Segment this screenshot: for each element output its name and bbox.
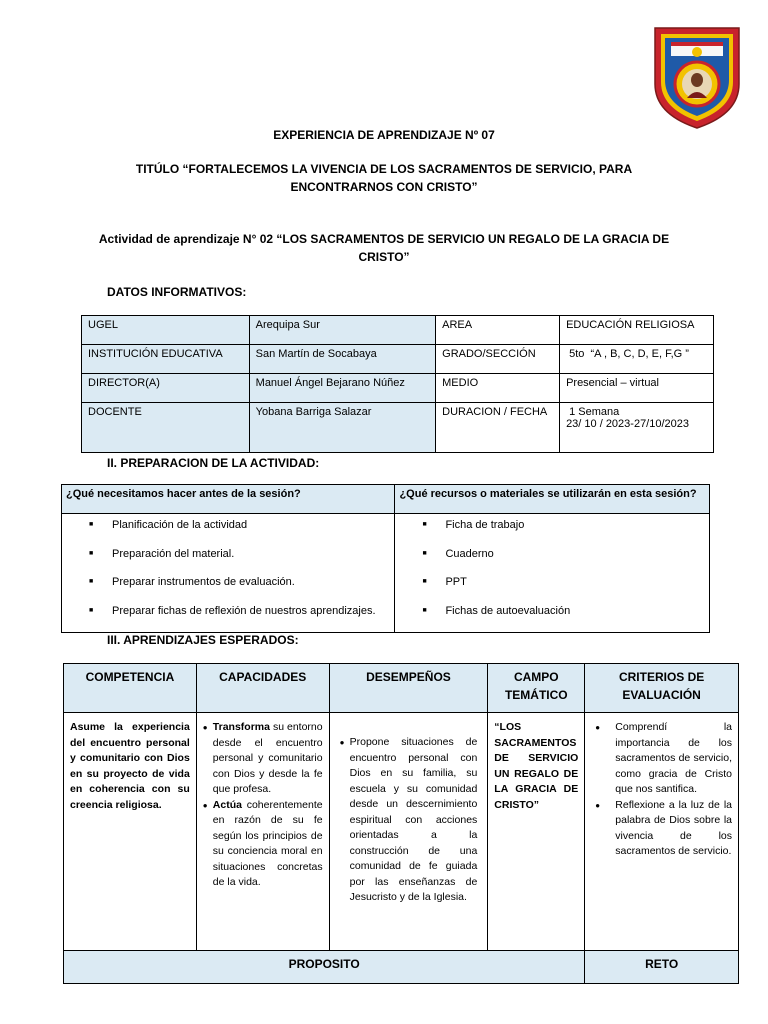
desempenos-header: DESEMPEÑOS <box>329 664 488 713</box>
titulo-line-2: ENCONTRARNOS CON CRISTO” <box>290 180 478 194</box>
criterios-header: CRITERIOS DE EVALUACIÓN <box>585 664 739 713</box>
campo-tematico-text: “LOS SACRAMENTOS DE SERVICIO UN REGALO DE LA GRACIA DE CRISTO” <box>494 721 579 811</box>
capacidad-1-text: su entorno desde el encuentro personal y comunitario con Dios y desde la fe que profesa. <box>212 721 323 795</box>
list-item: ■ Planificación de la actividad <box>62 518 394 547</box>
criterios-cell <box>585 713 739 951</box>
table-row <box>82 403 714 453</box>
prep-col1-cell <box>62 514 395 633</box>
prep-col2-list <box>395 518 709 632</box>
table-row <box>64 664 739 713</box>
reto-header: RETO <box>585 951 739 984</box>
table-row <box>64 713 739 951</box>
duracion-cell <box>560 403 714 453</box>
director-label: DIRECTOR(A) <box>82 374 250 403</box>
grado-value: 5to “A , B, C, D, E, F,G ” <box>560 345 714 374</box>
datos-informativos-heading: DATOS INFORMATIVOS: <box>107 285 247 299</box>
desempenos-list <box>340 735 478 906</box>
prep-col1-header: ¿Qué necesitamos hacer antes de la sesión? <box>62 485 395 514</box>
director-value: Manuel Ángel Bejarano Núñez <box>249 374 435 403</box>
list-item: ● Reflexione a la luz de la palabra de Dios sobre la vivencia de los sacramentos de servicio. <box>591 798 732 860</box>
duracion-label: DURACION / FECHA <box>436 403 560 453</box>
list-item: ● Propone situaciones de encuentro personal con Dios en su familia, su escuela y su comunidad desde un descernimiento espiritual con acciones orientadas a la construcción de una comunidad de fe guiada por las enseñanzas de Jesucristo y de la Iglesia. <box>340 735 478 906</box>
medio-value: Presencial – virtual <box>560 374 714 403</box>
table-row <box>62 485 710 514</box>
desempenos-cell <box>329 713 488 951</box>
prep-col1-list <box>62 518 394 632</box>
aprendizajes-table <box>63 663 739 984</box>
institucion-label: INSTITUCIÓN EDUCATIVA <box>82 345 250 374</box>
campo-tematico-cell <box>488 713 585 951</box>
list-item: ■ Preparar instrumentos de evaluación. <box>62 575 394 604</box>
fecha-value: 23/ 10 / 2023-27/10/2023 <box>566 418 690 430</box>
list-item: ■ PPT <box>395 575 709 604</box>
docente-value: Yobana Barriga Salazar <box>249 403 435 453</box>
list-item: ■ Preparar fichas de reflexión de nuestros aprendizajes. <box>62 604 394 633</box>
school-crest-logo <box>651 22 743 130</box>
table-row <box>62 514 710 633</box>
competencia-header: COMPETENCIA <box>64 664 197 713</box>
table-row <box>82 374 714 403</box>
prep-col2-cell <box>395 514 710 633</box>
actividad-line-2: CRISTO” <box>358 250 410 264</box>
aprendizajes-heading: III. APRENDIZAJES ESPERADOS: <box>107 633 299 647</box>
capacidad-2-keyword: Actúa <box>212 798 242 811</box>
campo-tematico-header: CAMPO TEMÁTICO <box>488 664 585 713</box>
ugel-label: UGEL <box>82 316 250 345</box>
capacidades-cell <box>196 713 329 951</box>
capacidades-header: CAPACIDADES <box>196 664 329 713</box>
medio-label: MEDIO <box>436 374 560 403</box>
preparacion-heading: II. PREPARACION DE LA ACTIVIDAD: <box>107 456 320 470</box>
table-row <box>64 951 739 984</box>
capacidades-list <box>203 720 323 891</box>
docente-label: DOCENTE <box>82 403 250 453</box>
duracion-value: 1 Semana <box>566 406 620 418</box>
prep-col2-header: ¿Qué recursos o materiales se utilizarán en esta sesión? <box>395 485 710 514</box>
experiencia-title: EXPERIENCIA DE APRENDIZAJE Nº 07 <box>273 128 495 142</box>
proposito-header: PROPOSITO <box>64 951 585 984</box>
list-item: ● Comprendí la importancia de los sacramentos de servicio, como gracia de Cristo que nos santifica. <box>591 720 732 798</box>
preparacion-table <box>61 484 710 633</box>
list-item: ■ Fichas de autoevaluación <box>395 604 709 633</box>
list-item: ■ Preparación del material. <box>62 547 394 576</box>
ugel-value: Arequipa Sur <box>249 316 435 345</box>
capacidad-1-keyword: Transforma <box>212 721 270 733</box>
list-item: ■ Ficha de trabajo <box>395 518 709 547</box>
area-value: EDUCACIÓN RELIGIOSA <box>560 316 714 345</box>
institucion-value: San Martín de Socabaya <box>249 345 435 374</box>
table-row <box>82 316 714 345</box>
competencia-cell <box>64 713 197 951</box>
competencia-text: Asume la experiencia del encuentro personal y comunitario con Dios en su proyecto de vida en coherencia con su creencia religiosa. <box>70 721 190 811</box>
table-row <box>82 345 714 374</box>
list-item <box>203 798 323 891</box>
list-item <box>203 720 323 798</box>
datos-informativos-table <box>81 315 714 453</box>
criterios-list <box>591 720 732 860</box>
list-item: ■ Cuaderno <box>395 547 709 576</box>
grado-label: GRADO/SECCIÓN <box>436 345 560 374</box>
capacidad-2-text: coherentemente en razón de su fe según los principios de su conciencia moral en situaciones concretas de la vida. <box>212 798 323 888</box>
titulo-line-1: TITÚLO “FORTALECEMOS LA VIVENCIA DE LOS SACRAMENTOS DE SERVICIO, PARA <box>135 162 633 176</box>
area-label: AREA <box>436 316 560 345</box>
actividad-line-1: Actividad de aprendizaje N° 02 “LOS SACRAMENTOS DE SERVICIO UN REGALO DE LA GRACIA DE <box>98 232 670 246</box>
